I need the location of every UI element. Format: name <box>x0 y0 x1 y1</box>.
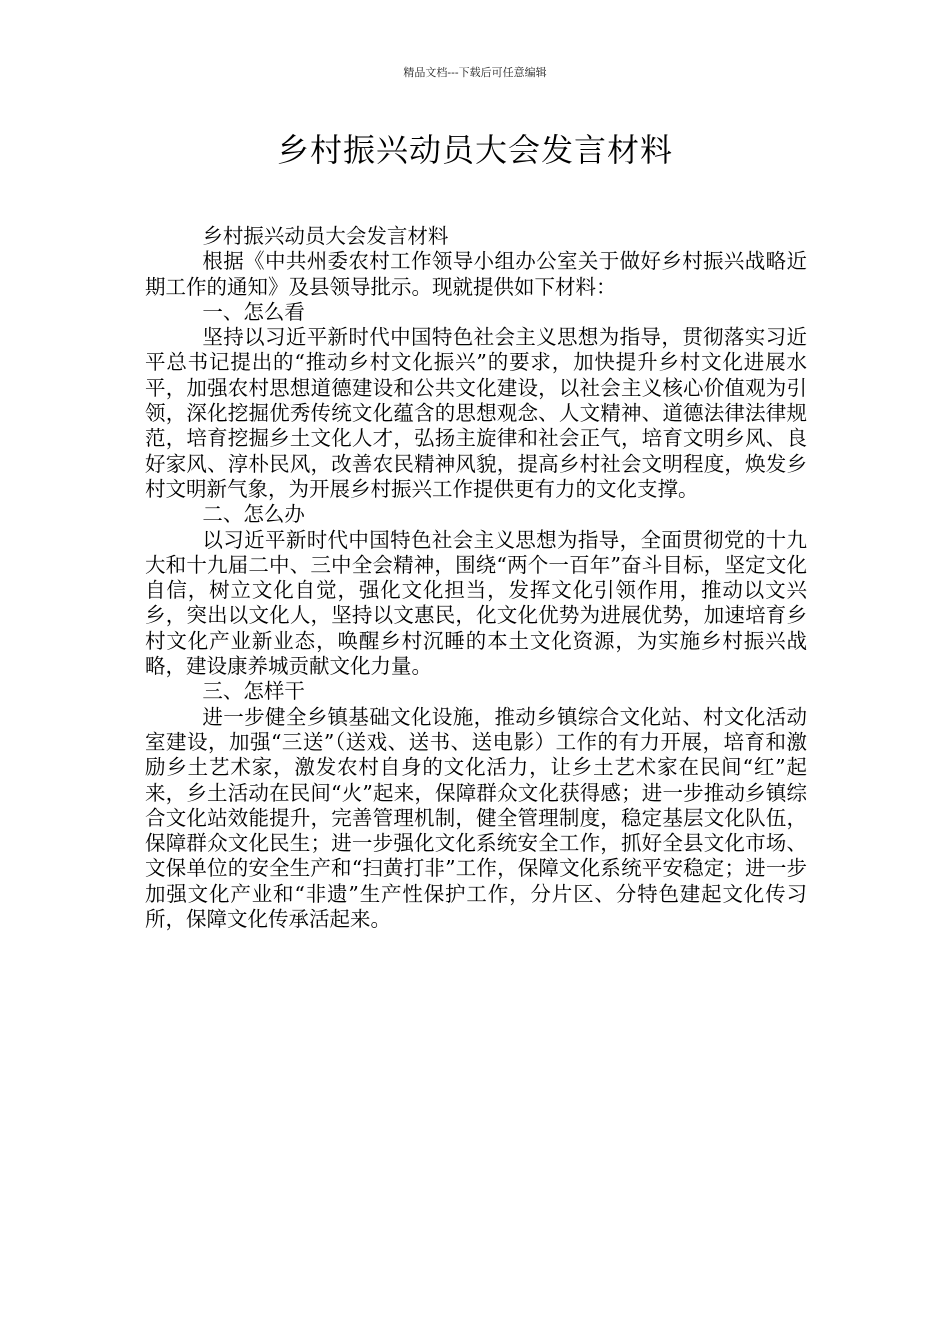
paragraph-intro: 根据《中共州委农村工作领导小组办公室关于做好乡村振兴战略近期工作的通知》及县领导批示。现就提供如下材料： <box>145 249 807 299</box>
section-heading-1: 一、怎么看 <box>202 299 305 324</box>
paragraph-section-3: 进一步健全乡镇基础文化设施，推动乡镇综合文化站、村文化活动室建设，加强“三送”（送戏、送书、送电影）工作的有力开展，培育和激励乡土艺术家，激发农村自身的文化活力，让乡土艺术家在民间“红”起来，乡土活动在民间“火”起来，保障群众文化获得感；进一步推动乡镇综合文化站效能提升，完善管理机制，健全管理制度，稳定基层文化队伍，保障群众文化民生；进一步强化文化系统安全工作，抓好全县文化市场、文保单位的安全生产和“扫黄打非”工作，保障文化系统平安稳定；进一步加强文化产业和“非遗”生产性保护工作，分片区、分特色建起文化传习所，保障文化传承活起来。 <box>145 704 807 932</box>
header-note: 精品文档---下载后可任意编辑 <box>403 66 547 79</box>
paragraph-section-2: 以习近平新时代中国特色社会主义思想为指导，全面贯彻党的十九大和十九届二中、三中全会精神，围绕“两个一百年”奋斗目标，坚定文化自信，树立文化自觉，强化文化担当，发挥文化引领作用，推动以文兴乡，突出以文化人，坚持以文惠民，化文化优势为进展优势，加速培育乡村文化产业新业态，唤醒乡村沉睡的本土文化资源，为实施乡村振兴战略，建设康养城贡献文化力量。 <box>145 527 807 679</box>
document-title: 乡村振兴动员大会发言材料 <box>276 131 673 169</box>
paragraph-subtitle: 乡村振兴动员大会发言材料 <box>202 224 449 248</box>
section-heading-3: 三、怎样干 <box>202 679 305 704</box>
section-heading-2: 二、怎么办 <box>202 502 305 527</box>
document-body <box>145 224 807 932</box>
paragraph-section-1: 坚持以习近平新时代中国特色社会主义思想为指导，贯彻落实习近平总书记提出的“推动乡村文化振兴”的要求，加快提升乡村文化进展水平，加强农村思想道德建设和公共文化建设，以社会主义核心价值观为引领，深化挖掘优秀传统文化蕴含的思想观念、人文精神、道德法律法律规范，培育挖掘乡土文化人才，弘扬主旋律和社会正气，培育文明乡风、良好家风、淳朴民风，改善农民精神风貌，提高乡村社会文明程度，焕发乡村文明新气象，为开展乡村振兴工作提供更有力的文化支撑。 <box>145 325 807 501</box>
